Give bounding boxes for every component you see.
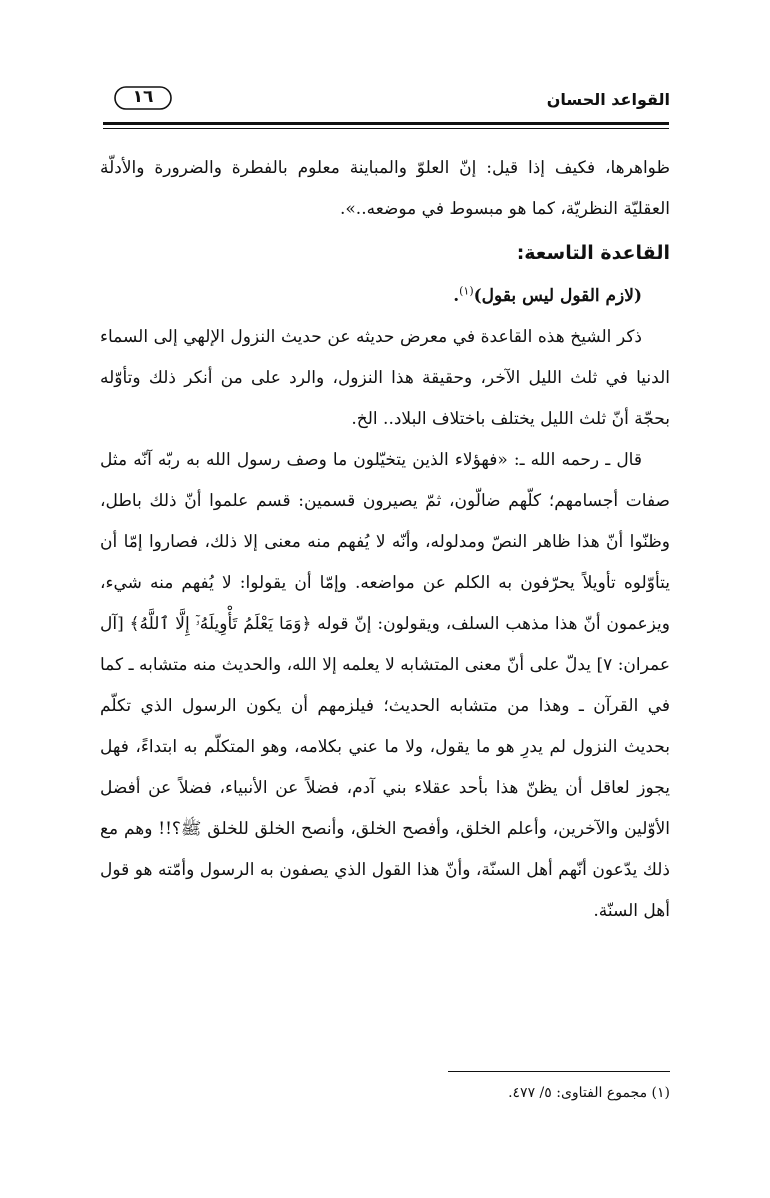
running-title: القواعد الحسان [546, 90, 670, 109]
footnote-reference: (١) [459, 284, 474, 298]
page-number-badge [112, 84, 174, 112]
header-rule-thin [103, 128, 669, 129]
header-rule [103, 122, 669, 125]
footnote: (١) مجموع الفتاوى: ٥/ ٤٧٧. [508, 1085, 670, 1101]
body-text [100, 148, 670, 932]
running-header [100, 84, 670, 120]
rule-statement [100, 276, 670, 317]
rule-statement-end: . [453, 286, 460, 306]
paragraph: ذكر الشيخ هذه القاعدة في معرض حديثه عن حديث النزول الإلهي إلى السماء الدنيا في ثلث الليل الآخر، وحقيقة هذا النزول، والرد على من أنكر ذلك وتأوّله بحجّة أنّ ثلث الليل يختلف باختلاف البلاد.. الخ. [100, 327, 670, 429]
page-number: ١٦ [132, 87, 154, 107]
quotation-paragraph: قال ـ رحمه الله ـ: «فهؤلاء الذين يتخيّلون ما وصف رسول الله به ربّه آنّه مثل صفات أجسامهم؛ كلّهم ضالّون، ثمّ يصيرون قسمين: قسم علموا أنّ ذلك باطل، وظنّوا أنّ هذا ظاهر النصّ ومدلوله، وأنّه لا يُفهم منه معنى إلا ذلك، فصاروا إمّا أن يتأوّلوه تأويلاً يحرّفون به الكلم عن مواضعه. وإمّا أن يقولوا: لا يُفهم منه شيء، ويزعمون أنّ هذا مذهب السلف، ويقولون: إنّ قوله ﴿وَمَا يَعْلَمُ تَأْوِيلَهُۥٓ إِلَّا ٱللَّهُ﴾ [آل عمران: ٧] يدلّ على أنّ معنى المتشابه لا يعلمه إلا الله، والحديث منه متشابه ـ كما في القرآن ـ وهذا من متشابه الحديث؛ فيلزمهم أن يكون الرسول الذي تكلّم بحديث النزول لم يدرِ هو ما يقول، ولا ما عني بكلامه، وهو المتكلّم به ابتداءً، فهل يجوز لعاقل أن يظنّ هذا بأحد عقلاء بني آدم، فضلاً عن الأنبياء، فضلاً عن أفضل الأوّلين والآخرين، وأعلم الخلق، وأفصح الخلق، وأنصح الخلق للخلق ﷺ؟!! وهم مع ذلك يدّعون أنّهم أهل السنّة، وأنّ هذا القول الذي يصفون به الرسول وأمّته هو قول أهل السنّة. [100, 450, 670, 921]
footnote-separator [448, 1071, 670, 1072]
continued-paragraph: ظواهرها، فكيف إذا قيل: إنّ العلوّ والمباينة معلوم بالفطرة والضرورة والأدلّة العقليّة النظريّة، كما هو مبسوط في موضعه..». [100, 158, 670, 219]
rule-statement-text: (لازم القول ليس بقول) [473, 286, 642, 306]
section-heading: القاعدة التاسعة: [516, 242, 670, 264]
